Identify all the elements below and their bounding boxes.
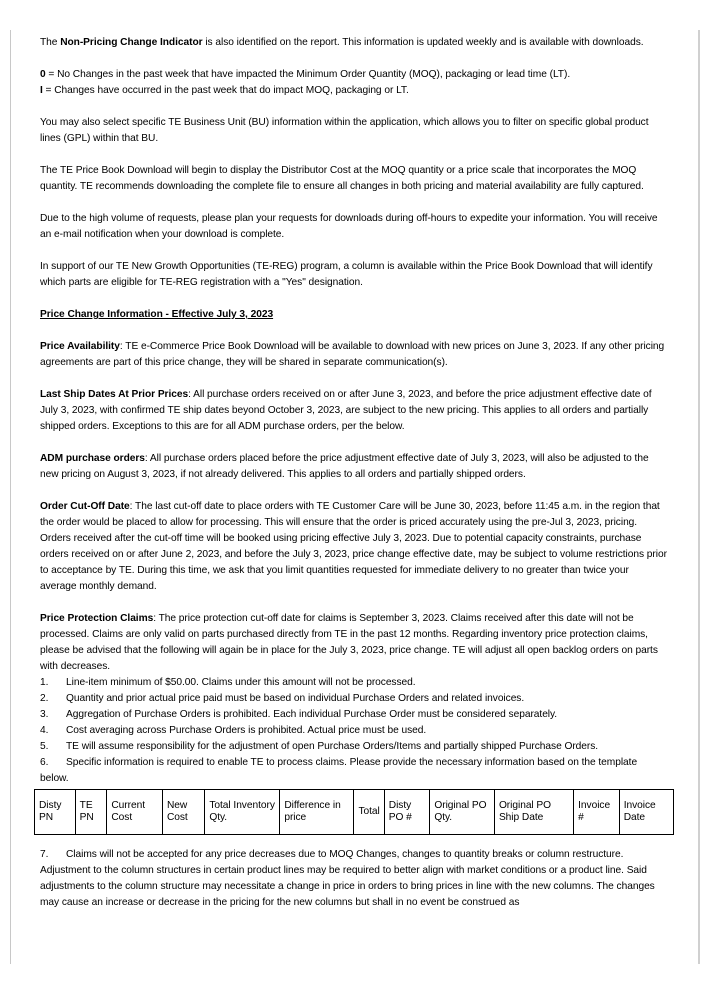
table-row	[35, 790, 674, 835]
list-item: 4. Cost averaging across Purchase Orders is prohibited. Actual price must be used.	[40, 725, 427, 736]
claim-seven-paragraph: 7. Claims will not be accepted for any price decreases due to MOQ Changes, changes to quantity breaks or column restructure. Adjustment to the column structures in certain product lines may be required to better align with market conditions or a product line. Said adjustments to the column structure may necessitate a change in price in orders to bring prices in line with the new columns. The changes may cause an increase or decrease in the pricing for the new columns but shall in no event be construed as	[40, 849, 655, 908]
download-volume-paragraph: Due to the high volume of requests, please plan your requests for downloads during off-hours to expedite your information. You will receive an e-mail notification when your download is complete.	[40, 213, 658, 240]
price-protection-paragraph: Price Protection Claims: The price protection cut-off date for claims is September 3, 2023. Claims received after this date will not be processed. Claims are only valid on parts purchased directly from TE in the past 12 months. Regarding inventory price protection claims, please be advised that the following will again be in place for the July 3, 2023, price change. TE will adjust all open backlog orders on parts with decreases.	[40, 613, 658, 672]
table-header-cell: Current Cost	[107, 790, 163, 835]
table-header-cell: Invoice Date	[619, 790, 673, 835]
last-ship-dates-paragraph: Last Ship Dates At Prior Prices: All purchase orders received on or after June 3, 2023, and before the price adjustment effective date of July 3, 2023, with confirmed TE ship dates beyond October 3, 2023, are subject to the new pricing. This applies to all orders and partially shipped orders. Exceptions to this are for all ADM purchase orders, per the below.	[40, 389, 652, 432]
indicator-one-line: I = Changes have occurred in the past week that do impact MOQ, packaging or LT.	[40, 85, 409, 96]
document-body	[40, 35, 668, 927]
price-book-paragraph: The TE Price Book Download will begin to display the Distributor Cost at the MOQ quantity or a price scale that incorporates the MOQ quantity. TE recommends downloading the complete file to ensure all changes in both pricing and material availability are fully captured.	[40, 165, 644, 192]
page-border-left	[10, 30, 11, 964]
list-item: 6. Specific information is required to enable TE to process claims. Please provide the necessary information based on the template below.	[40, 757, 638, 784]
page-border-right	[698, 30, 700, 964]
table-header-cell: Difference in price	[280, 790, 354, 835]
table-header-cell: New Cost	[162, 790, 204, 835]
table-header-cell: Total Inventory Qty.	[205, 790, 280, 835]
list-item: 2. Quantity and prior actual price paid must be based on individual Purchase Orders and related invoices.	[40, 693, 525, 704]
table-header-cell: Invoice #	[574, 790, 620, 835]
non-pricing-indicator-term: Non-Pricing Change Indicator	[60, 37, 203, 48]
table-header-cell: Disty PO #	[384, 790, 430, 835]
table-header-cell: Original PO Ship Date	[494, 790, 573, 835]
order-cutoff-paragraph: Order Cut-Off Date: The last cut-off date to place orders with TE Customer Care will be June 30, 2023, before 11:45 a.m. in the region that the order would be placed to allow for processing. This will ensure that the order is priced accurately using the pre-Jul 3, 2023, pricing. Orders received after the cut-off time will be booked using pricing effective July 3, 2023. Due to potential capacity constraints, purchase orders received on or after June 2, 2023, and before the July 3, 2023, price change effective date, may be subject to volume restrictions prior to acceptance by TE. During this time, we ask that you limit quantities requested for immediate delivery to no greater than twice your average monthly demand.	[40, 501, 667, 592]
section-heading: Price Change Information - Effective July 3, 2023	[40, 309, 274, 320]
non-pricing-indicator-paragraph: The Non-Pricing Change Indicator is also identified on the report. This information is updated weekly and is available with downloads.	[40, 37, 644, 48]
list-item: 3. Aggregation of Purchase Orders is prohibited. Each individual Purchase Order must be considered separately.	[40, 709, 558, 720]
table-header-cell: TE PN	[75, 790, 107, 835]
te-reg-paragraph: In support of our TE New Growth Opportunities (TE-REG) program, a column is available within the Price Book Download that will identify which parts are eligible for TE-REG registration with a "Yes" designation.	[40, 261, 653, 288]
list-item: 1. Line-item minimum of $50.00. Claims under this amount will not be processed.	[40, 677, 416, 688]
adm-orders-paragraph: ADM purchase orders: All purchase orders placed before the price adjustment effective date of July 3, 2023, will also be adjusted to the new pricing on August 3, 2023, if not already delivered. This applies to all orders and partially shipped orders.	[40, 453, 649, 480]
claim-template-table	[34, 789, 674, 835]
table-header-cell: Original PO Qty.	[430, 790, 495, 835]
business-unit-paragraph: You may also select specific TE Business Unit (BU) information within the application, which allows you to filter on specific global product lines (GPL) within that BU.	[40, 117, 649, 144]
list-item: 5. TE will assume responsibility for the adjustment of open Purchase Orders/Items and partially shipped Purchase Orders.	[40, 741, 599, 752]
indicator-zero-line: 0 = No Changes in the past week that have impacted the Minimum Order Quantity (MOQ), packaging or lead time (LT).	[40, 69, 571, 80]
table-header-cell: Total	[354, 790, 384, 835]
price-availability-paragraph: Price Availability: TE e-Commerce Price Book Download will be available to download with new prices on June 3, 2023. If any other pricing agreements are part of this price change, they will be shared in separate communication(s).	[40, 341, 665, 368]
table-header-cell: Disty PN	[35, 790, 76, 835]
claims-list	[40, 675, 668, 787]
